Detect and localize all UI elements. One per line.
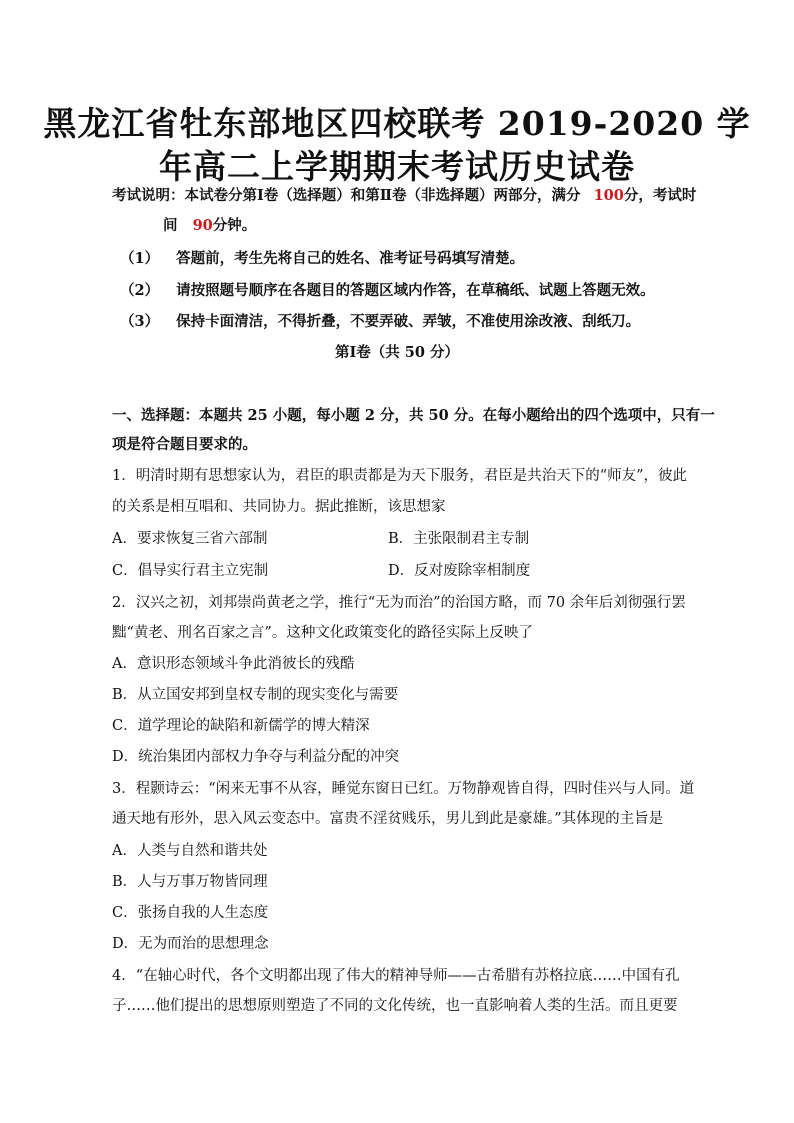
instructions-lead-text: 考试说明：本试卷分第Ⅰ卷（选择题）和第Ⅱ卷（非选择题）两部分，满分 <box>112 187 581 204</box>
question-4-stem-line2: 子……他们提出的思想原则塑造了不同的文化传统，也一直影响着人类的生活。而且更要 <box>112 998 678 1014</box>
instructions-time-post: 分钟。 <box>212 217 257 234</box>
question-2-option-c: C．道学理论的缺陷和新儒学的博大精深 <box>112 718 370 734</box>
exam-title-line1: 黑龙江省牡东部地区四校联考 2019-2020 学 <box>43 104 751 143</box>
instructions-lead <box>112 186 696 206</box>
question-3-stem-line1: 3．程颢诗云：“闲来无事不从容，睡觉东窗日已红。万物静观皆自得，四时佳兴与人同。道 <box>112 781 695 797</box>
question-3-option-d: D．无为而治的思想理念 <box>112 936 269 952</box>
question-1-option-d: D．反对废除宰相制度 <box>388 563 531 579</box>
instructions-after-score: 分，考试时 <box>623 187 697 204</box>
instruction-num: （3） <box>120 313 160 330</box>
instructions-time-pre: 间 <box>163 217 178 234</box>
question-1-stem-line2: 的关系是相互唱和、共同协力。据此推断，该思想家 <box>112 499 446 515</box>
question-3-stem-line2: 通天地有形外，思入风云变态中。富贵不淫贫贱乐，男儿到此是豪雄。”其体现的主旨是 <box>112 811 664 827</box>
question-1-stem-line1: 1．明清时期有思想家认为，君臣的职责都是为天下服务，君臣是共治天下的“师友”，彼此 <box>112 468 688 484</box>
question-2-option-b: B．从立国安邦到皇权专制的现实变化与需要 <box>112 687 399 703</box>
question-1-option-c: C．倡导实行君主立宪制 <box>112 563 269 579</box>
instruction-text: 答题前，考生先将自己的姓名、准考证号码填写清楚。 <box>176 250 525 267</box>
question-3-option-c: C．张扬自我的人生态度 <box>112 905 269 921</box>
instruction-num: （2） <box>120 282 160 299</box>
question-2-option-d: D．统治集团内部权力争夺与利益分配的冲突 <box>112 749 400 765</box>
question-1-option-a: A．要求恢复三省六部制 <box>112 531 268 547</box>
instruction-item <box>120 312 640 332</box>
question-2-option-a: A．意识形态领域斗争此消彼长的残酷 <box>112 656 355 672</box>
instruction-text: 请按照题号顺序在各题目的答题区域内作答，在草稿纸、试题上答题无效。 <box>176 282 655 299</box>
instruction-item <box>120 281 655 301</box>
instructions-time <box>163 216 256 236</box>
question-2-stem-line2: 黜“黄老、刑名百家之言”。这种文化政策变化的路径实际上反映了 <box>112 625 533 641</box>
instruction-text: 保持卡面清洁，不得折叠，不要弄破、弄皱，不准使用涂改液、刮纸刀。 <box>176 313 641 330</box>
exam-title-line2: 年高二上学期期末考试历史试卷 <box>159 147 635 186</box>
question-2-stem-line1: 2．汉兴之初，刘邦崇尚黄老之学，推行“无为而治”的治国方略，而 70 余年后刘彻强行罢 <box>112 595 686 611</box>
full-score-value: 100 <box>593 187 624 204</box>
question-3-option-b: B．人与万事万物皆同理 <box>112 874 268 890</box>
question-4-stem-line1: 4．“在轴心时代，各个文明都出现了伟大的精神导师——古希腊有苏格拉底……中国有孔 <box>112 968 680 984</box>
exam-time-value: 90 <box>192 217 213 234</box>
question-1-option-b: B．主张限制君主专制 <box>388 531 530 547</box>
question-3-option-a: A．人类与自然和谐共处 <box>112 843 268 859</box>
section-heading: 第Ⅰ卷（共 50 分） <box>334 344 460 361</box>
instruction-num: （1） <box>120 250 160 267</box>
instruction-item <box>120 249 524 269</box>
section-intro-line1: 一、选择题：本题共 25 小题，每小题 2 分，共 50 分。在每小题给出的四个选项中，只有一 <box>112 407 715 424</box>
section-intro-line2: 项是符合题目要求的。 <box>112 436 257 453</box>
